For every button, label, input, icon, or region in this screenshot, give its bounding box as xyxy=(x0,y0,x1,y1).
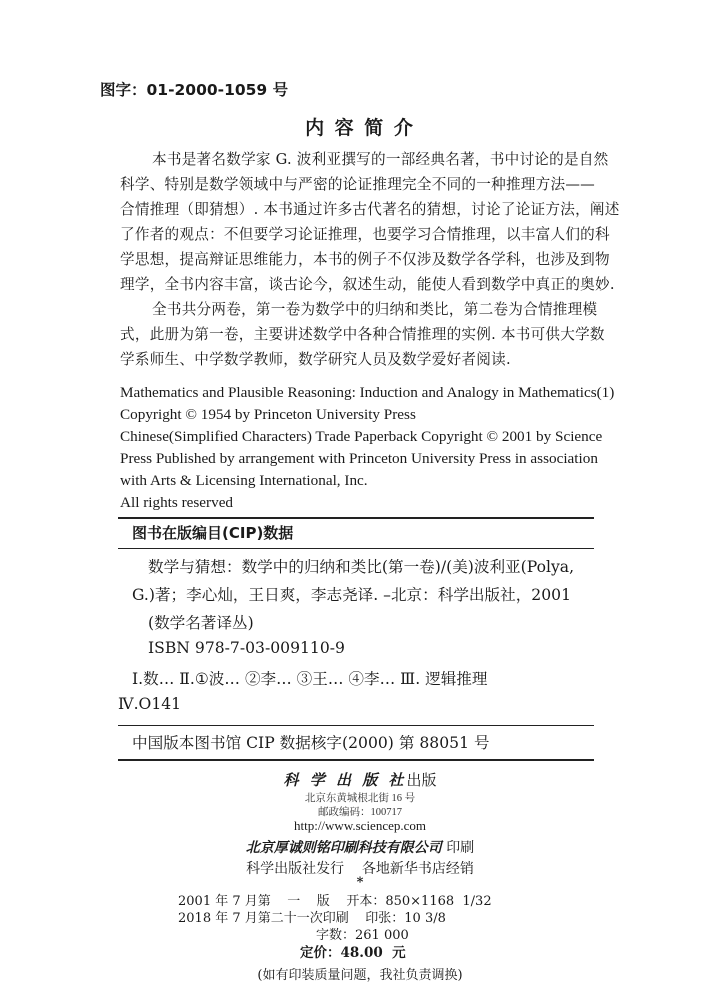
summary-line: 学系师生、中学数学教师，数学研究人员及数学爱好者阅读. xyxy=(120,351,511,368)
summary-line: 学思想，提高辩证思维能力，本书的例子不仅涉及数学各学科，也涉及到物 xyxy=(120,251,610,268)
cip-line: Ⅰ.数… Ⅱ.①波… ②李… ③王… ④李… Ⅲ. 逻辑推理 xyxy=(132,670,488,688)
publisher-name: 科 学 出 版 社 xyxy=(283,771,407,789)
summary-title: 内 容 简 介 xyxy=(305,117,415,139)
publisher-address: 北京东黄城根北街 16 号 xyxy=(304,793,416,804)
cip-heading-rule xyxy=(118,548,594,549)
word-count: 字数：261 000 xyxy=(316,928,409,943)
summary-line: 合情推理（即猜想）. 本书通过许多古代著名的猜想，讨论了论证方法，阐述 xyxy=(120,201,620,218)
summary-line: 式，此册为第一卷，主要讲述数学中各种合情推理的实例. 本书可供大学数 xyxy=(120,326,605,343)
summary-line: 理学，全书内容丰富，谈古论今，叙述生动，能使人看到数学中真正的奥妙. xyxy=(120,276,615,293)
summary-line: 科学、特别是数学领域中与严密的论证推理完全不同的一种推理方法—— xyxy=(120,176,596,193)
summary-line: 全书共分两卷，第一卷为数学中的归纳和类比，第二卷为合情推理模 xyxy=(152,301,598,318)
summary-line: 本书是著名数学家 G. 波利亚撰写的一部经典名著，书中讨论的是自然 xyxy=(152,151,609,168)
publisher-line xyxy=(0,769,720,790)
cip-line: Ⅳ.O141 xyxy=(118,695,182,713)
rights-line: Copyright © 1954 by Princeton University Press xyxy=(120,406,416,423)
cip-mid-rule xyxy=(118,725,594,726)
rights-line: Press Published by arrangement with Princeton University Press in association xyxy=(120,450,598,467)
edition-line: 2001 年 7 月第 一 版 开本：850×1168 1/32 xyxy=(178,894,492,909)
printer-suffix: 印刷 xyxy=(446,840,475,856)
cip-library-record: 中国版本图书馆 CIP 数据核字(2000) 第 88051 号 xyxy=(132,734,490,752)
copyright-record: 图字：01-2000-1059 号 xyxy=(100,81,289,99)
publisher-suffix: 出版 xyxy=(406,771,437,789)
printer-line xyxy=(0,837,720,857)
rights-line: Mathematics and Plausible Reasoning: Induction and Analogy in Mathematics(1) xyxy=(120,384,615,401)
distribution-line: 科学出版社发行 各地新华书店经销 xyxy=(246,861,474,877)
summary-line: 了作者的观点：不但要学习论证推理，也要学习合情推理，以丰富人们的科 xyxy=(120,226,610,243)
printing-line: 2018 年 7 月第二十一次印刷 印张：10 3/8 xyxy=(178,911,446,926)
price: 定价：48.00 元 xyxy=(300,945,406,961)
cip-line: G.)著；李心灿，王日爽，李志尧译. –北京：科学出版社，2001 xyxy=(132,586,571,604)
quality-note: (如有印装质量问题，我社负责调换) xyxy=(257,968,463,983)
rights-line: All rights reserved xyxy=(120,494,234,511)
separator-star: * xyxy=(356,875,364,890)
cip-top-rule xyxy=(118,517,594,519)
rights-line: with Arts & Licensing International, Inc. xyxy=(120,472,368,489)
cip-line: 数学与猜想：数学中的归纳和类比(第一卷)/(美)波利亚(Polya, xyxy=(148,558,575,576)
cip-line: (数学名著译丛) xyxy=(148,614,254,632)
publisher-postcode: 邮政编码：100717 xyxy=(318,807,402,818)
publisher-website: http://www.sciencep.com xyxy=(293,818,426,833)
rights-line: Chinese(Simplified Characters) Trade Paperback Copyright © 2001 by Science xyxy=(120,428,603,445)
cip-bottom-rule xyxy=(118,759,594,761)
cip-heading: 图书在版编目(CIP)数据 xyxy=(132,524,294,542)
printer-name: 北京厚诚则铭印刷科技有限公司 xyxy=(245,840,442,856)
cip-line: ISBN 978-7-03-009110-9 xyxy=(148,639,345,657)
